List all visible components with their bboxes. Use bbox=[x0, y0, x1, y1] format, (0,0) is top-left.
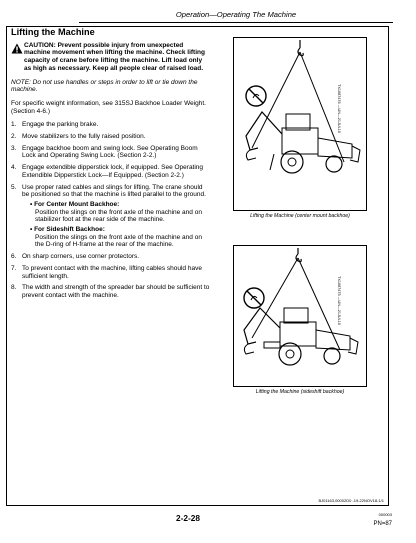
substep-title: • For Sideshift Backhoe: bbox=[30, 226, 105, 234]
step-text: Engage the parking brake. bbox=[22, 121, 99, 129]
figure-caption: Lifting the Machine (sideshift backhoe) bbox=[255, 389, 345, 395]
page-number: 2-2-28 bbox=[176, 513, 200, 523]
step-number: 4. bbox=[11, 164, 17, 172]
substep-text: Position the slings on the front axle of the machine and on stabilizer foot at the rear side of the machine. bbox=[35, 208, 202, 224]
section-title: Lifting the Machine bbox=[11, 27, 95, 37]
step-number: 3. bbox=[11, 144, 17, 152]
page-pn: PN=87 bbox=[373, 521, 392, 527]
step-number: 5. bbox=[11, 183, 17, 191]
text-column bbox=[11, 29, 211, 304]
list-item bbox=[11, 121, 211, 129]
list-item bbox=[11, 184, 211, 250]
step-text: The width and strength of the spreader bar should be sufficient to prevent contact with the machine. bbox=[22, 284, 210, 299]
warning-triangle-icon bbox=[11, 43, 24, 73]
step-text: Engage extendible dipperstick lock, if equipped. See Operating Extendible Dipperstick Lock—If Equipped. (Section 2-2.) bbox=[22, 164, 204, 179]
figure-sideshift bbox=[233, 245, 367, 387]
header-title: Operation—Operating The Machine bbox=[175, 10, 297, 19]
intro-text: For specific weight information, see 315SJ Backhoe Loader Weight. (Section 4-6.) bbox=[11, 99, 206, 115]
note-text: NOTE: Do not use handles or steps in order to lift or tie down the machine. bbox=[11, 78, 198, 94]
list-item bbox=[11, 133, 211, 141]
substep-text: Position the slings on the front axle of the machine and on the D-ring of H-frame at the rear of the machine. bbox=[35, 233, 202, 249]
step-number: 8. bbox=[11, 284, 17, 292]
step-text: On sharp corners, use corner protectors. bbox=[22, 253, 140, 261]
list-item bbox=[11, 145, 211, 160]
backhoe-lift-illustration-icon bbox=[234, 246, 366, 386]
step-number: 2. bbox=[11, 133, 17, 141]
list-item bbox=[11, 253, 211, 261]
figure-code: TX1087475 —UN—21JUL10 bbox=[337, 276, 341, 325]
substep-center-mount bbox=[30, 201, 211, 224]
step-text: Move stabilizers to the fully raised position. bbox=[22, 133, 146, 141]
list-item bbox=[11, 284, 211, 299]
step-number: 1. bbox=[11, 121, 17, 129]
list-item bbox=[11, 265, 211, 280]
step-number: 7. bbox=[11, 264, 17, 272]
content-frame bbox=[6, 26, 389, 506]
page-header bbox=[79, 4, 393, 23]
figure-code: TX1087476 —UN—21JUL10 bbox=[337, 84, 341, 133]
step-text: Use proper rated cables and slings for lifting. The crane should be positioned so that the machine is lifted parallel to the ground. bbox=[22, 183, 206, 199]
page-code-small: 000003 bbox=[378, 512, 392, 517]
caution-text: CAUTION: Prevent possible injury from unexpected machine movement when lifting the machine. Check lifting capacity of crane before lifting the machine. Lift load only as high as necessary. Keep all people clear of raised load. bbox=[24, 41, 205, 72]
figure-caption: Lifting the Machine (center mount backhoe) bbox=[250, 213, 350, 219]
figure-column bbox=[221, 31, 385, 395]
backhoe-lift-illustration-icon bbox=[234, 38, 366, 210]
substep-sideshift bbox=[30, 226, 211, 249]
list-item bbox=[11, 164, 211, 179]
steps-list bbox=[11, 121, 211, 299]
figure-center-mount bbox=[233, 37, 367, 211]
caution-block bbox=[11, 42, 211, 73]
step-number: 6. bbox=[11, 253, 17, 261]
step-text: Engage backhoe boom and swing lock. See Operating Boom Lock and Operating Swing Lock. (Section 2-2.) bbox=[22, 144, 198, 160]
document-code: BJ01163,00002D0 -19-22NOV18-1/1 bbox=[318, 498, 384, 503]
substep-title: • For Center Mount Backhoe: bbox=[30, 200, 120, 208]
step-text: To prevent contact with the machine, lifting cables should have sufficient length. bbox=[22, 264, 202, 280]
